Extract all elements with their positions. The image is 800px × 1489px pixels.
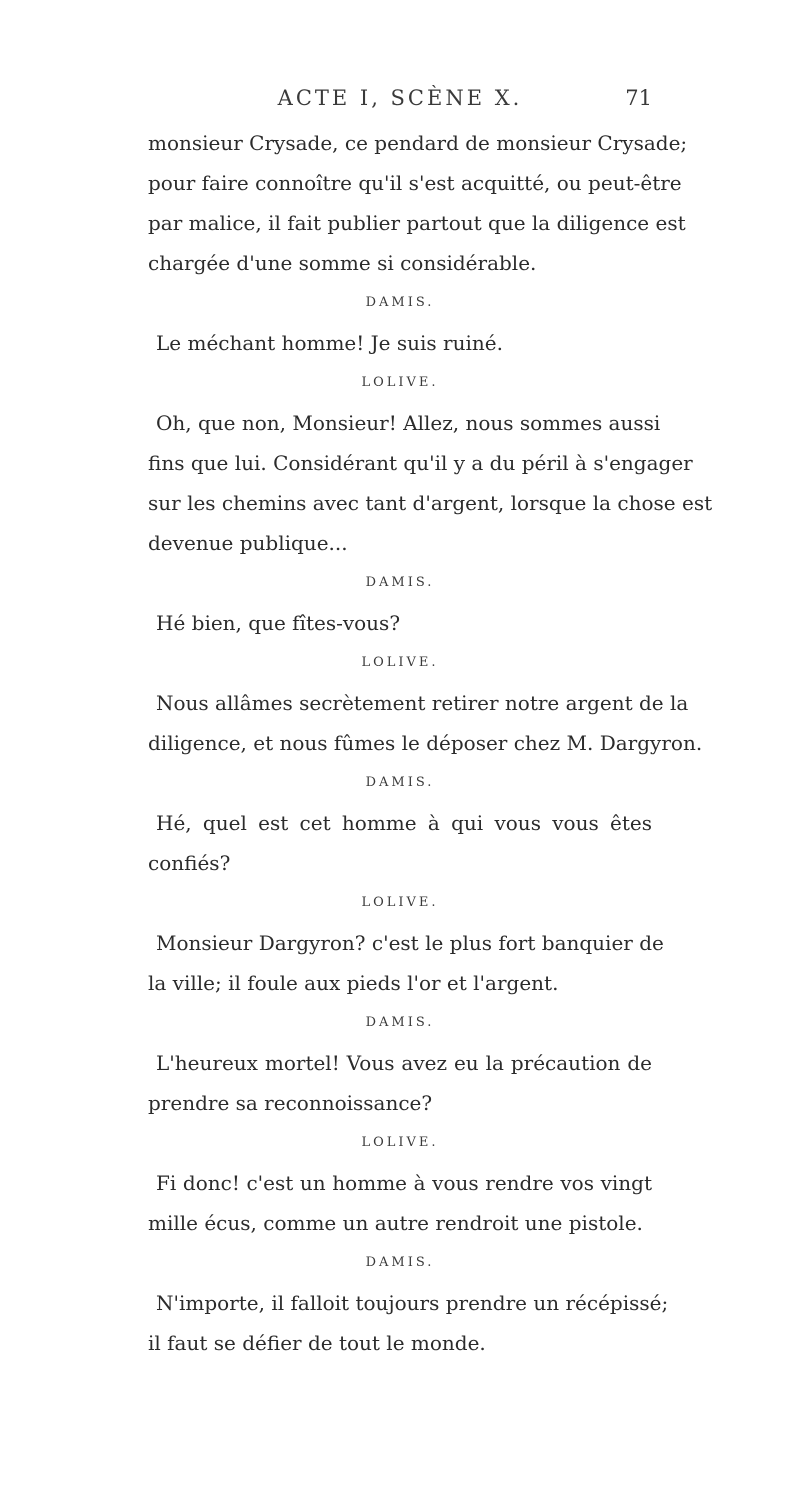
text-line: pour faire connoître qu'il s'est acquitté, ou peut-être: [148, 171, 682, 195]
text-line: il faut se défier de tout le monde.: [148, 1331, 486, 1355]
speaker-name: LOLIVE.: [361, 655, 439, 670]
page-number: 71: [625, 86, 652, 110]
speaker-name: LOLIVE.: [361, 895, 439, 910]
text-line: L'heureux mortel! Vous avez eu la précaution de: [156, 1051, 652, 1075]
running-head: [0, 86, 800, 116]
text-line: mille écus, comme un autre rendroit une pistole.: [148, 1211, 643, 1235]
speaker-name: LOLIVE.: [361, 375, 439, 390]
text-line: devenue publique...: [148, 531, 348, 555]
text-line: Fi donc! c'est un homme à vous rendre vos vingt: [156, 1171, 652, 1195]
text-line: diligence, et nous fûmes le déposer chez M. Dargyron.: [148, 731, 703, 755]
speaker-name: DAMIS.: [365, 1255, 435, 1270]
speaker-name: DAMIS.: [365, 575, 435, 590]
text-line: Hé, quel est cet homme à qui vous vous êtes: [156, 811, 652, 835]
speaker-name: LOLIVE.: [361, 1135, 439, 1150]
text-line: monsieur Crysade, ce pendard de monsieur Crysade;: [148, 131, 688, 155]
text-line: N'importe, il falloit toujours prendre un récépissé;: [156, 1291, 669, 1315]
text-line: Hé bien, que fîtes-vous?: [156, 611, 401, 635]
text-line: sur les chemins avec tant d'argent, lorsque la chose est: [148, 491, 713, 515]
text-line: par malice, il fait publier partout que la diligence est: [148, 211, 686, 235]
text-line: chargée d'une somme si considérable.: [148, 251, 537, 275]
text-line: confiés?: [148, 851, 231, 875]
text-line: la ville; il foule aux pieds l'or et l'argent.: [148, 971, 559, 995]
text-line: Oh, que non, Monsieur! Allez, nous sommes aussi: [156, 411, 661, 435]
play-text: [148, 123, 713, 1363]
text-line: Le méchant homme! Je suis ruiné.: [156, 331, 503, 355]
speaker-name: DAMIS.: [365, 295, 435, 310]
text-line: prendre sa reconnoissance?: [148, 1091, 433, 1115]
running-title: ACTE I, SCÈNE X.: [277, 86, 523, 110]
speaker-name: DAMIS.: [365, 1015, 435, 1030]
text-line: Nous allâmes secrètement retirer notre argent de la: [156, 691, 689, 715]
speaker-name: DAMIS.: [365, 775, 435, 790]
text-line: Monsieur Dargyron? c'est le plus fort banquier de: [156, 931, 664, 955]
text-line: fins que lui. Considérant qu'il y a du péril à s'engager: [148, 451, 693, 475]
